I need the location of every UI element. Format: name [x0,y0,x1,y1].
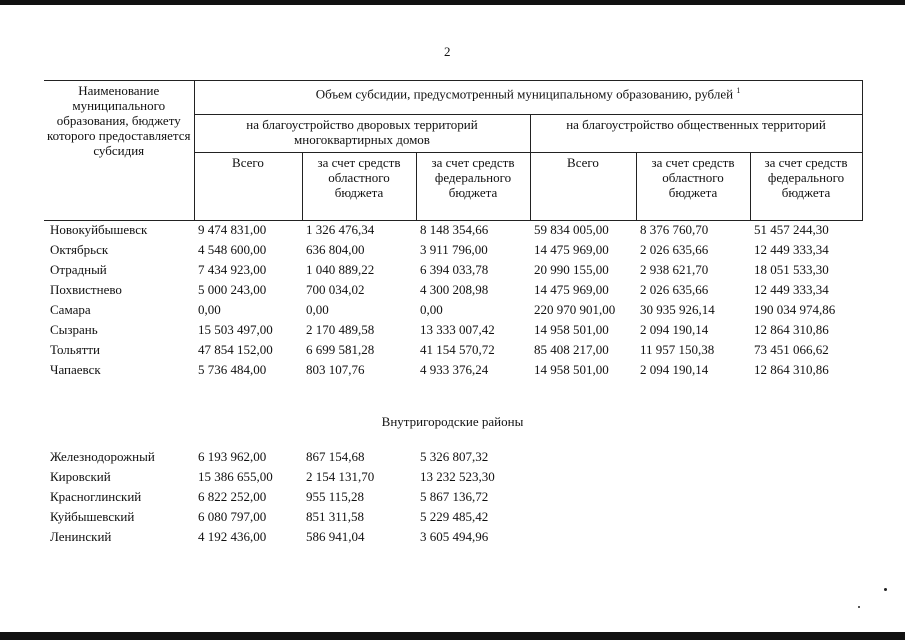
footnote-marker: 1 [736,86,741,95]
header-yard-territories: на благоустройство дворовых территорий многоквартирных домов [194,115,530,153]
header-col-federal: за счет средств федерального бюджета [750,153,862,221]
amount-cell: 3 605 494,96 [420,529,489,544]
amount-cell: 851 311,58 [306,509,365,524]
header-col-regional: за счет средств областного бюджета [636,153,750,221]
amount-cell: 4 548 600,00 [198,242,267,257]
amount-cell: 6 080 797,00 [198,509,267,524]
amount-cell: 803 107,76 [306,362,365,377]
municipality-name: Кировский [50,469,111,484]
municipality-name: Сызрань [50,322,98,337]
amount-cell: 5 000 243,00 [198,282,267,297]
amount-cell: 220 970 901,00 [534,302,616,317]
header-subsidy-volume [194,81,862,115]
scan-edge-top [0,0,905,5]
amount-cell: 15 386 655,00 [198,469,273,484]
amount-cell: 11 957 150,38 [640,342,715,357]
districts-table [44,448,530,548]
amount-cell: 867 154,68 [306,449,365,464]
municipality-name: Железнодорожный [50,449,155,464]
amount-cell: 47 854 152,00 [198,342,273,357]
table-row [44,448,530,468]
header-col-regional: за счет средств областного бюджета [302,153,416,221]
amount-cell: 20 990 155,00 [534,262,609,277]
amount-cell: 14 958 501,00 [534,322,609,337]
amount-cell: 9 474 831,00 [198,222,267,237]
municipality-name: Самара [50,302,91,317]
amount-cell: 5 229 485,42 [420,509,489,524]
municipality-name: Чапаевск [50,362,101,377]
header-subsidy-volume-text: Объем субсидии, предусмотренный муниципальному образованию, рублей [315,86,734,102]
page-number: 2 [444,44,451,59]
table-row [44,261,862,281]
scan-speck [858,606,860,608]
table-row [44,528,530,548]
amount-cell: 12 449 333,34 [754,282,829,297]
municipality-name: Куйбышевский [50,509,135,524]
amount-cell: 2 154 131,70 [306,469,375,484]
amount-cell: 0,00 [420,302,443,317]
table-row [44,281,862,301]
amount-cell: 2 026 635,66 [640,282,709,297]
amount-cell: 6 193 962,00 [198,449,267,464]
amount-cell: 5 326 807,32 [420,449,489,464]
amount-cell: 41 154 570,72 [420,342,495,357]
amount-cell: 59 834 005,00 [534,222,609,237]
districts-table-body [44,448,530,548]
amount-cell: 2 026 635,66 [640,242,709,257]
section-title-districts: Внутригородские районы [381,414,524,429]
amount-cell: 0,00 [306,302,329,317]
header-municipality: Наименование муниципального образования, бюджету которого предоставляется субсидия [44,81,194,221]
table-row [44,361,862,381]
amount-cell: 1 326 476,34 [306,222,375,237]
amount-cell: 13 333 007,42 [420,322,495,337]
amount-cell: 955 115,28 [306,489,365,504]
municipality-name: Октябрьск [50,242,109,257]
header-col-total: Всего [194,153,302,221]
table-row [44,508,530,528]
municipality-name: Новокуйбышевск [50,222,148,237]
amount-cell: 73 451 066,62 [754,342,829,357]
amount-cell: 14 475 969,00 [534,282,609,297]
municipality-name: Отрадный [50,262,107,277]
amount-cell: 6 822 252,00 [198,489,267,504]
amount-cell: 1 040 889,22 [306,262,375,277]
municipality-name: Ленинский [50,529,112,544]
municipality-name: Тольятти [50,342,101,357]
amount-cell: 4 933 376,24 [420,362,489,377]
amount-cell: 8 376 760,70 [640,222,709,237]
subsidy-table [44,80,863,381]
amount-cell: 15 503 497,00 [198,322,273,337]
table-row [44,321,862,341]
amount-cell: 190 034 974,86 [754,302,836,317]
amount-cell: 14 475 969,00 [534,242,609,257]
amount-cell: 12 864 310,86 [754,322,829,337]
table-row [44,221,862,242]
amount-cell: 18 051 533,30 [754,262,829,277]
municipality-name: Похвистнево [50,282,122,297]
municipality-name: Красноглинский [50,489,142,504]
table-row [44,301,862,321]
amount-cell: 4 300 208,98 [420,282,489,297]
amount-cell: 2 170 489,58 [306,322,375,337]
amount-cell: 4 192 436,00 [198,529,267,544]
amount-cell: 85 408 217,00 [534,342,609,357]
table-row [44,241,862,261]
amount-cell: 8 148 354,66 [420,222,489,237]
scan-edge-bottom [0,632,905,640]
amount-cell: 14 958 501,00 [534,362,609,377]
amount-cell: 2 938 621,70 [640,262,709,277]
scan-speck [884,588,887,591]
table-row [44,488,530,508]
amount-cell: 30 935 926,14 [640,302,715,317]
amount-cell: 13 232 523,30 [420,469,495,484]
amount-cell: 5 867 136,72 [420,489,489,504]
amount-cell: 700 034,02 [306,282,365,297]
amount-cell: 3 911 796,00 [420,242,488,257]
amount-cell: 2 094 190,14 [640,362,709,377]
header-col-total: Всего [530,153,636,221]
amount-cell: 2 094 190,14 [640,322,709,337]
amount-cell: 6 394 033,78 [420,262,489,277]
amount-cell: 636 804,00 [306,242,365,257]
amount-cell: 5 736 484,00 [198,362,267,377]
amount-cell: 586 941,04 [306,529,365,544]
table-row [44,468,530,488]
table-row [44,341,862,361]
amount-cell: 7 434 923,00 [198,262,267,277]
amount-cell: 12 864 310,86 [754,362,829,377]
header-col-federal: за счет средств федерального бюджета [416,153,530,221]
header-public-territories: на благоустройство общественных территорий [530,115,862,153]
amount-cell: 0,00 [198,302,221,317]
subsidy-table-body [44,221,862,382]
amount-cell: 6 699 581,28 [306,342,375,357]
amount-cell: 51 457 244,30 [754,222,829,237]
amount-cell: 12 449 333,34 [754,242,829,257]
